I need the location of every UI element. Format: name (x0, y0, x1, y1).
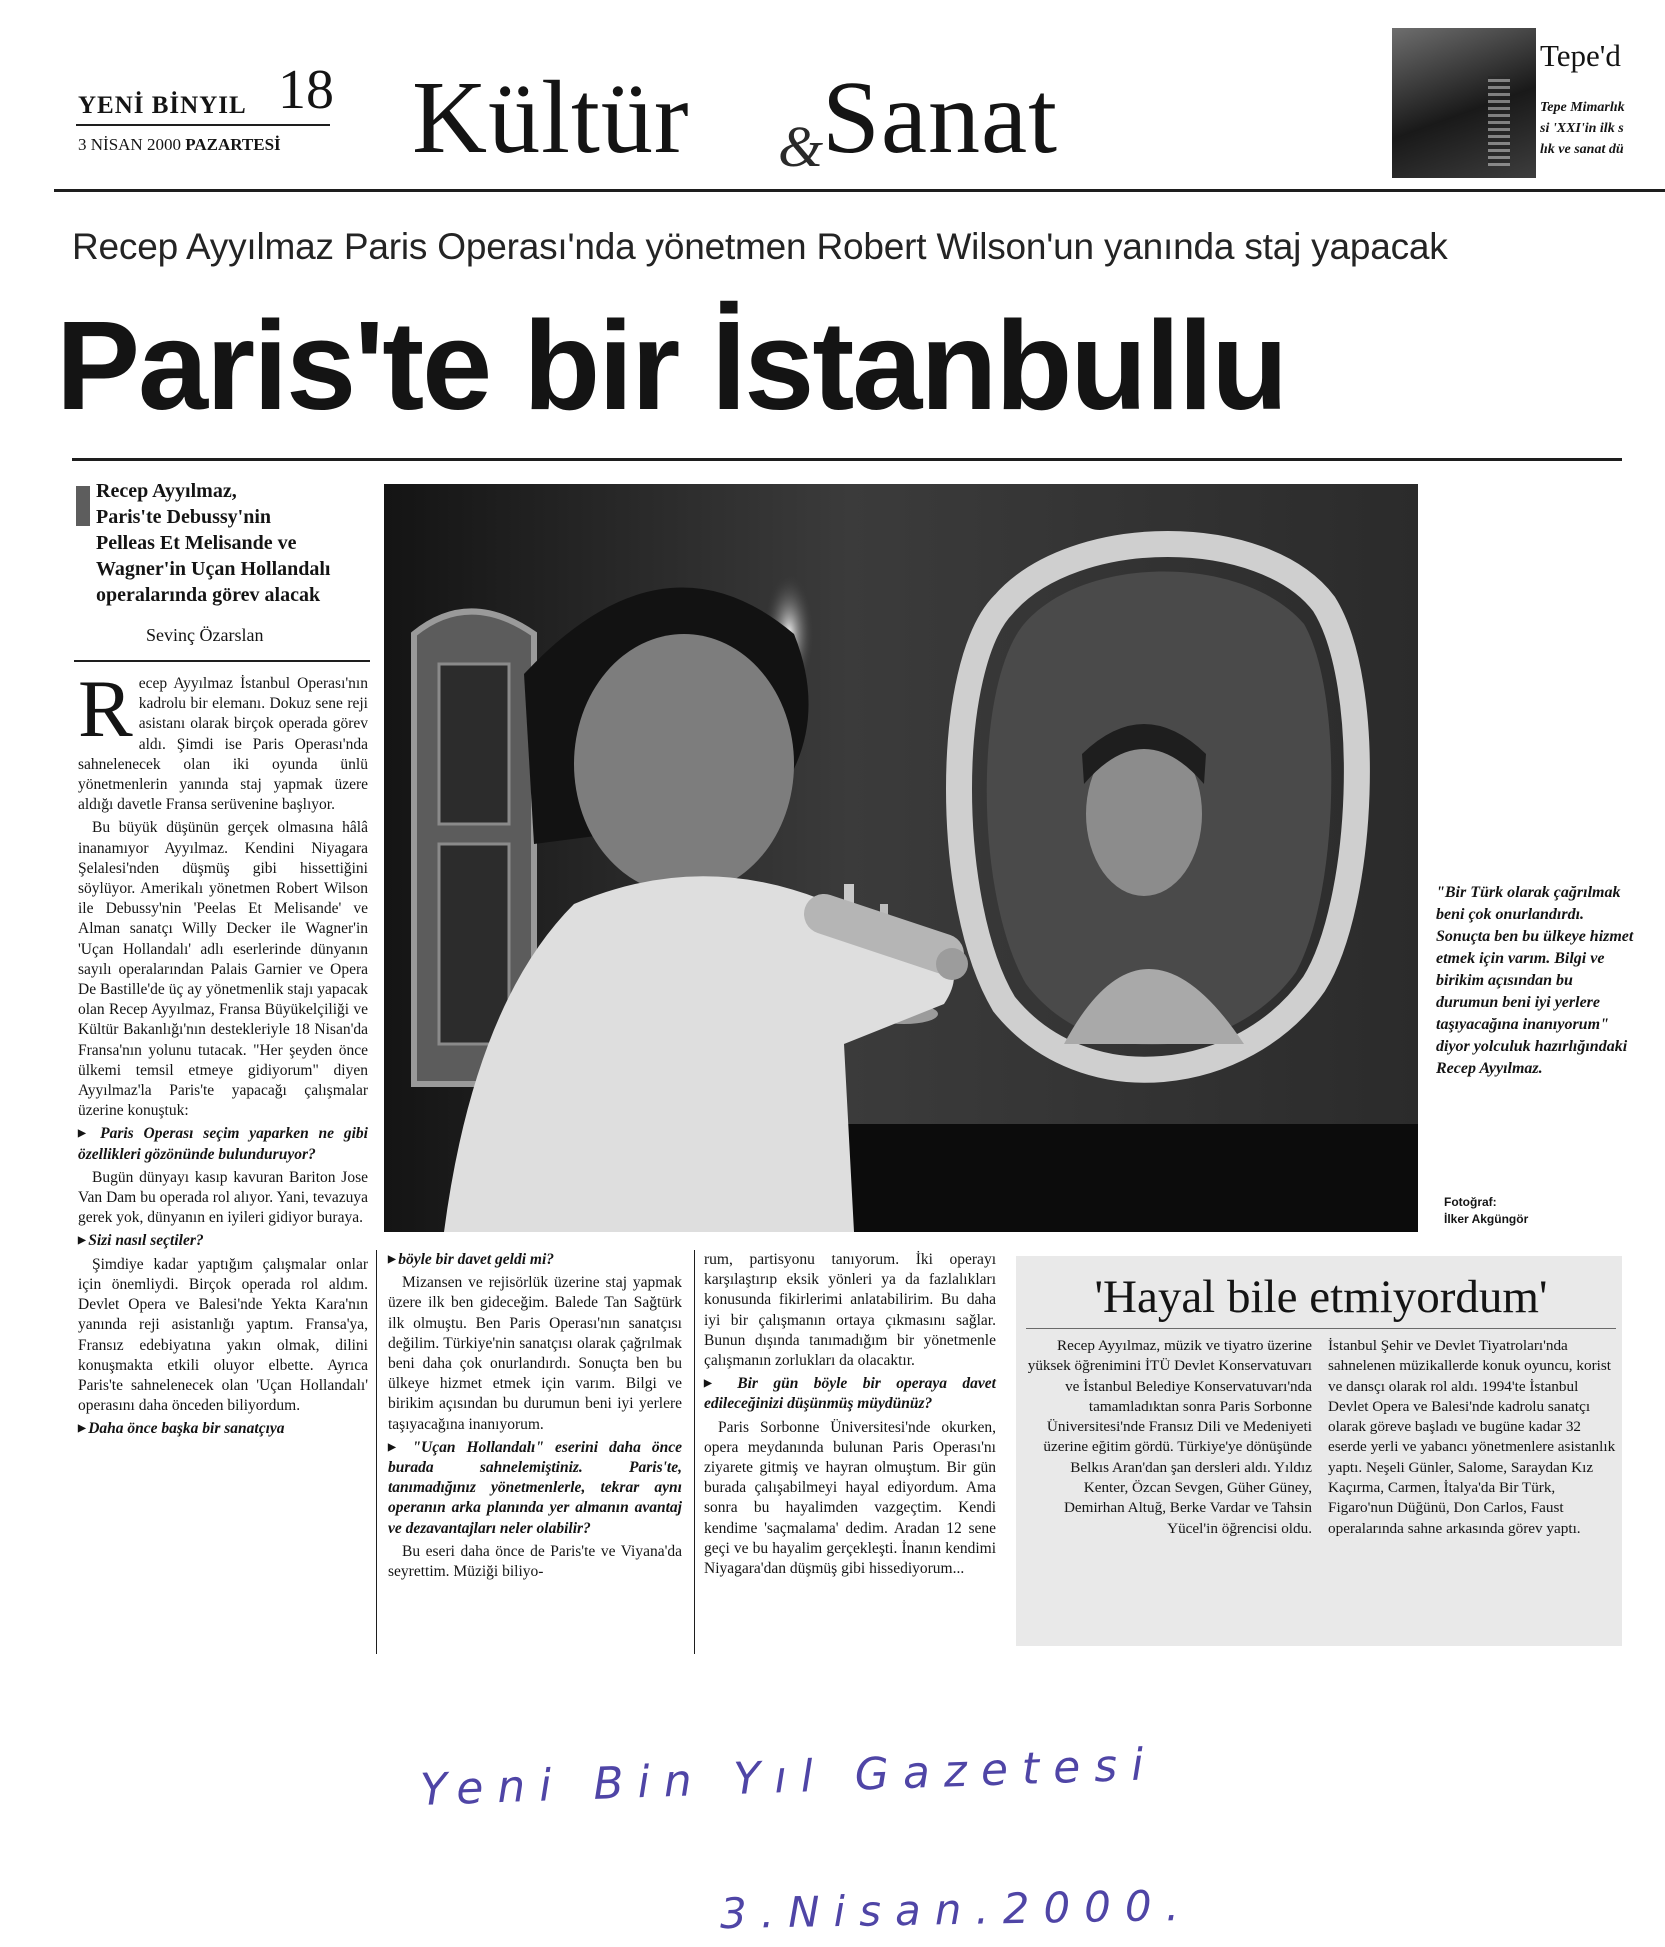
article-kicker: Recep Ayyılmaz Paris Operası'nda yönetmen Robert Wilson'un yanında staj yapacak (72, 226, 1448, 267)
teaser-text: Tepe Mimarlık si 'XXI'in ilk s lık ve sanat dü (1540, 100, 1625, 157)
article-headline: Paris'te bir İstanbullu (56, 295, 1287, 436)
question-1: ▶ Paris Operası seçim yaparken ne gibi özellikleri gözönünde bulunduruyor? (78, 1124, 368, 1164)
photo-credit: Fotoğraf: İlker Akgüngör (1444, 1195, 1529, 1226)
question-3: ▶ Daha önce başka bir sanatçıya (78, 1419, 368, 1439)
byline-rule (74, 660, 370, 662)
page-number: 18 (278, 59, 334, 121)
sidebar-title: 'Hayal bile etmiyordum' (1094, 1271, 1548, 1323)
masthead-left-rule (76, 124, 330, 126)
article-photo (384, 484, 1418, 1232)
article-column-3 (704, 1250, 996, 1582)
article-column-1 (78, 663, 368, 1443)
article-deck: Recep Ayyılmaz, Paris'te Debussy'nin Pelleas Et Melisande ve Wagner'in Uçan Hollandalı operalarında görev alacak (96, 480, 331, 606)
column-3-paragraph-2: Paris Sorbonne Üniversitesi'nde okurken, opera meydanında bulunan Paris Operası'nı ziyarete gitmiş ve hayran olmuştum. Bir gün burada çalışabilmeyi hayal ediyordum. Ama sonra bu hayalimden vazgeçtim. Kendi kendime 'saçmalama' dedim. Aradan 12 sene geçi ve bu hayalim gerçekleşti. İnanın kendimi Niyagara'dan düşmüş gibi hissediyorum... (704, 1418, 996, 1578)
masthead-rule (54, 189, 1665, 192)
drop-cap: R (78, 663, 133, 754)
column-2-paragraph-2: Bu eseri daha önce de Paris'te ve Viyana'da seyrettim. Müziği biliyo- (388, 1542, 682, 1581)
handwritten-source: Yeni Bin Yıl Gazetesi (419, 1739, 1159, 1816)
article-column-2 (388, 1250, 682, 1585)
date-text: 3 NİSAN 2000 (78, 135, 181, 154)
photo-caption: "Bir Türk olarak çağrılmak beni çok onurlandırdı. Sonuçta ben bu ülkeye hizmet etmek için varım. Bilgi ve birikim açısından bu durumun beni iyi yerlere taşıyacağına inanıyorum" diyor yolculuk hazırlığındaki Recep Ayyılmaz. (1436, 884, 1634, 1077)
question-4: ▶ "Uçan Hollandalı" eserini daha önce burada sahnelemiştiniz. Paris'te, tanımadığınız yönetmenlerle, tekrar aynı operanın arka planında yer almanın avantaj ve dezavantajları neler olabilir? (388, 1438, 682, 1539)
issue-date (78, 135, 281, 155)
byline: Sevinç Özarslan (146, 625, 264, 645)
headline-rule (72, 458, 1622, 461)
teaser-photo (1392, 28, 1536, 178)
handwritten-date: 3.Nisan.2000. (719, 1880, 1194, 1939)
section-title-ampersand: & (778, 114, 824, 179)
section-title-sanat: Sanat (822, 60, 1059, 175)
column-divider-1 (376, 1250, 377, 1654)
column-3-paragraph-1: rum, partisyonu tanıyorum. İki operayı karşılaştırıp eksik yönleri ya da fazlalıkları konusunda fikirlerimi anlatabilirim. Bu daha iyi bir çalışmanın ortaya çıkmasını sağlar. Bunun dışında tanımadığım bir yönetmenle çalışmanın zorlukları da olacaktır. (704, 1251, 996, 1370)
photo-illustration (384, 484, 1418, 1232)
question-3-continued: ▶ böyle bir davet geldi mi? (388, 1250, 682, 1270)
question-5: ▶ Bir gün böyle bir operaya davet edileceğinizi düşünmüş müydünüz? (704, 1374, 996, 1414)
column-1-paragraph-1 (78, 663, 368, 815)
column-1-paragraph-3: Bugün dünyayı kasıp kavuran Bariton Jose Van Dam bu operada rol alıyor. Yani, tevazuya gerek yok, dünyanın en iyileri gidiyor buraya. (78, 1168, 368, 1227)
column-2-paragraph-1: Mizansen ve rejisörlük üzerine staj yapmak üzere ilk ben gideceğim. Balede Tan Sağtürk ilk olmuştu. Ben Paris Operası'nın sanatçısı değilim. Türkiye'nin sanatçısı olarak çağrılmak beni daha çok onurlandırdı. Sonuçta ben bu ülkeye hizmet etmek için varım. Bilgi ve birikim açısından bu durumun beni iyi yerlere taşıyacağına inanıyorum. (388, 1274, 682, 1433)
column-divider-2 (694, 1250, 695, 1654)
sidebar-text-right: İstanbul Şehir ve Devlet Tiyatroları'nda sahnelenen müzikallerde konuk oyuncu, korist ve dansçı olarak rol aldı. 1994'te İstanbul Devlet Opera ve Balesi'nde kadrolu sanatçı olarak göreve başladı ve bugüne kadar 32 eserde yerli ve yabancı yönetmenlere asistanlık yaptı. Neşeli Günler, Salome, Saraydan Kız Kaçırma, Carmen, İtalya'da Bir Türk, Figaro'nun Düğünü, Don Carlos, Faust operalarında sahne arkasında görev yaptı. (1328, 1337, 1616, 1537)
deck-marker (76, 486, 90, 526)
question-2: ▶ Sizi nasıl seçtiler? (78, 1231, 368, 1251)
column-1-paragraph-4: Şimdiye kadar yaptığım çalışmalar onlar için önemliydi. Birçok operada rol aldım. Devlet Opera ve Balesi'nde Yekta Kara'nın yanında reji asistanlığı yaptım. Fransa'ya, Fransız edebiyatına yakın olmak, dilini konuşmakta etkili oluyor elbette. Ayrıca Paris'te sahnelenecek olan 'Uçan Hollandalı' operasını daha önceden biliyordum. (78, 1255, 368, 1415)
sidebar-text-left: Recep Ayyılmaz, müzik ve tiyatro üzerine yüksek öğrenimini İTÜ Devlet Konservatuvarı ve İstanbul Belediye Konservatuvarı'nda tamamladıktan sonra Paris Sorbonne Üniversitesi'nde Fransız Dili ve Medeniyeti üzerine eğitim gördü. Türkiye'ye dönüşünde Belkıs Aran'dan şan dersleri aldı. Yıldız Kenter, Özcan Sevgen, Güher Güney, Demirhan Altuğ, Berke Vardar ve Tahsin Yücel'in öğrencisi oldu. (1027, 1337, 1312, 1537)
section-title-kultur: Kültür (412, 60, 690, 175)
column-1-paragraph-2: Bu büyük düşünün gerçek olmasına hâlâ inanamıyor Ayyılmaz. Kendini Niyagara Şelalesi'nden düşmüş gibi hissettiğini söylüyor. Amerikalı yönetmen Robert Wilson ile Debussy'nin 'Peelas Et Melisande' ve Alman sanatçı Willy Decker ile Wagner'in 'Uçan Hollandalı' adlı eserlerinde dünyanın sayılı operalarından Palais Garnier ve Opera De Bastille'de üç ay yönetmenlik stajı yapacak olan Recep Ayyılmaz, Fransa Büyükelçiliği ve Kültür Bakanlığı'nın destekleriyle 18 Nisan'da Fransa'nın yolunu tutacak. "Her şeyden önce ülkemi temsil etmeye gidiyorum" diyen Ayyılmaz'la Paris'te yapacağı çalışmalar üzerine konuştuk: (78, 819, 368, 1120)
teaser-title: Tepe'd (1540, 38, 1621, 73)
weekday-text: PAZARTESİ (185, 135, 281, 154)
newspaper-name: YENİ BİNYIL (78, 92, 247, 119)
sidebar-title-rule (1026, 1328, 1616, 1329)
column-1-text-1: ecep Ayyılmaz İstanbul Operası'nın kadrolu bir elemanı. Dokuz sene reji asistanı olarak birçok operada görev aldı. Şimdi ise Paris Operası'nda sahnelenecek olan iki oyunda ünlü yönetmenlerin yanında staj yapmak üzere aldığı davetle Fransa serüvenine başlıyor. (78, 675, 368, 814)
